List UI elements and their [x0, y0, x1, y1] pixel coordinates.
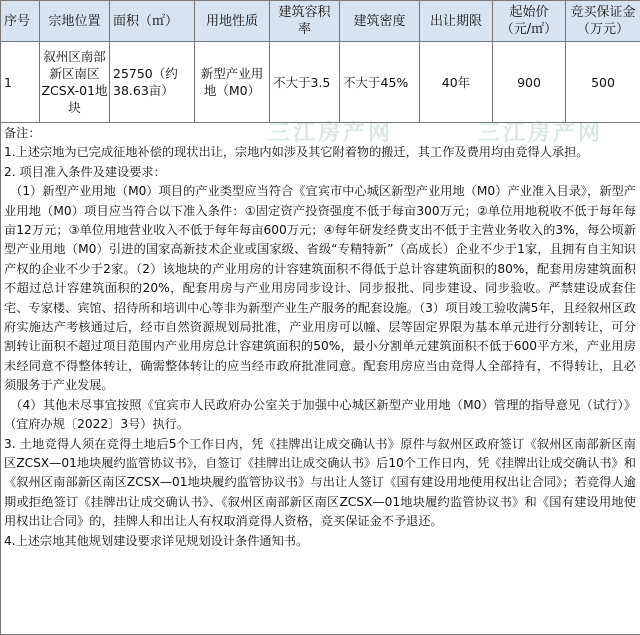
note-3: 3. 土地竞得人须在竞得土地后5个工作日内，凭《挂牌出让成交确认书》原件与叙州区政府签订《叙州区南部新区南区ZCSX—01地块履约监管协议书》，自签订《挂牌出让成交确认书》后10个工作日内，凭《挂牌出让成交确认书》和《叙州区南部新区南区ZCSX—01地块履约监管协议书》与出让人签订《国有建设用地使用权出让合同》；若竞得人逾期或拒绝签订《挂牌出让成交确认书》、《叙州区南部新区南区ZCSX—01地块履约监管协议书》和《国有建设用地使用权出让合同》的，挂牌人和出让人有权取消竞得人资格，竞买保证金不予退还。: [4, 436, 636, 529]
header-far: 建筑容积率: [270, 1, 340, 42]
header-deposit: 竞买保证金（万元）: [566, 1, 640, 42]
table-row: [1, 42, 640, 123]
notes-cell: [1, 123, 640, 635]
note-2-body: （1）新型产业用地（M0）项目的产业类型应当符合《宜宾市中心城区新型产业用地（M0）产业准入目录》，新型产业用地（M0）项目应当符合以下准入条件：①固定资产投资强度不低于每亩300万元；②单位用地税收不低于每年每亩12万元；③单位用地营业收入不低于每年每亩600万元；④每年研发经费支出不低于主营业务收入的3%，每公顷新型产业用地（M0）引进的国家高新技术企业或国家级、省级“专精特新”（高成长）企业不少于1家，且拥有自主知识产权的企业不少于2家。（2）该地块的产业用房的计容建筑面积不得低于总计容建筑面积的80%，配套用房建筑面积不超过总计容建筑面积的20%，配套用房与产业用房同步设计、同步报批、同步建设、同步验收。严禁建设成套住宅、专家楼、宾馆、招待所和培训中心等非为新型产业生产服务的配套设施。（3）项目竣工验收满5年，且经叙州区政府实施达产考核通过后，经市自然资源规划局批准，产业用房可以幢、层等固定界限为基本单元进行分割转让，可分割转让面积不超过项目范围内产业用房总计容建筑面积的50%，最小分割单元建筑面积不低于600平方米，产业用房未经同意不得整体转让，确需整体转让的应当经市政府批准同意。配套用房应当由竞得人全部持有，不得转让，且必须服务于产业发展。: [4, 184, 636, 393]
note-4: 4.上述宗地其他规划建设要求详见规划设计条件通知书。: [4, 533, 309, 548]
header-location: 宗地位置: [40, 1, 110, 42]
cell-seq: 1: [1, 42, 40, 123]
header-seq: 序号: [1, 1, 40, 42]
header-start-price: 起始价（元/㎡）: [493, 1, 566, 42]
header-usage: 用地性质: [195, 1, 270, 42]
notes-heading: 备注：: [4, 126, 41, 140]
cell-location: 叙州区南部新区南区ZCSX-01地块: [40, 42, 110, 123]
cell-usage: 新型产业用地（M0）: [195, 42, 270, 123]
cell-area: 25750（约38.63亩）: [110, 42, 195, 123]
note-2-item-4: （4）其他未尽事宜按照《宜宾市人民政府办公室关于加强中心城区新型产业用地（M0）管理的指导意见（试行）》（宜府办规〔2022〕3号）执行。: [4, 397, 636, 432]
watermark-text: 三江房产网: [478, 121, 604, 146]
cell-start-price: 900: [493, 42, 566, 123]
header-row: [1, 1, 640, 42]
cell-term: 40年: [420, 42, 493, 123]
header-term: 出让期限: [420, 1, 493, 42]
watermark-text: 三江房产网: [268, 121, 394, 146]
note-2-title: 2. 项目准入条件及建设要求：: [4, 164, 166, 179]
note-1: 1.上述宗地为已完成征地补偿的现状出让，宗地内如涉及其它附着物的搬迁，其工作及费用均由竞得人承担。: [4, 145, 589, 160]
cell-far: 不大于3.5: [270, 42, 340, 123]
cell-deposit: 500: [566, 42, 640, 123]
notes-row: [1, 123, 640, 635]
header-density: 建筑密度: [340, 1, 420, 42]
cell-density: 不大于45%: [340, 42, 420, 123]
header-area: 面积（㎡）: [110, 1, 195, 42]
